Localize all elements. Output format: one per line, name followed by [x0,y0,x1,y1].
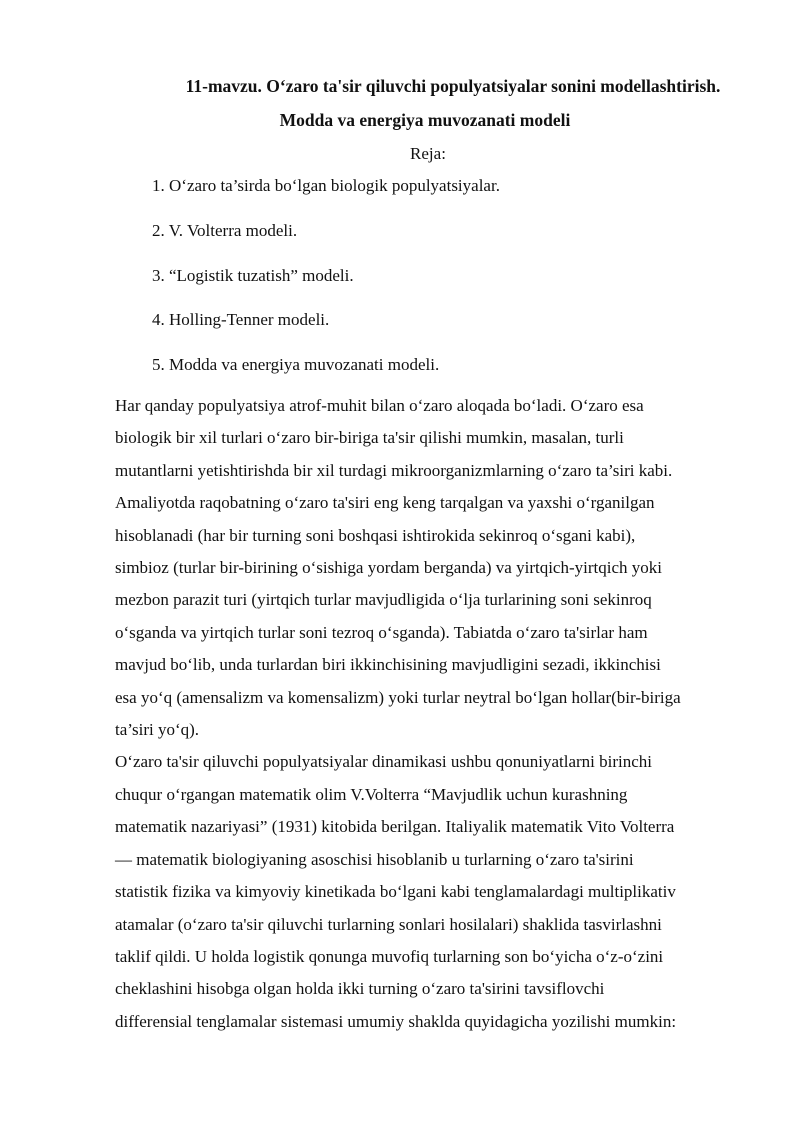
title-line-2: Modda va energiya muvozanati modeli [279,110,571,130]
text-line: matematik nazariyasi” (1931) kitobida berilgan. Italiyalik matematik Vito Volterra [115,817,675,837]
text-line: Har qanday populyatsiya atrof-muhit bilan o‘zaro aloqada bo‘ladi. O‘zaro esa [115,396,644,415]
body-text [115,390,755,1038]
text-line: taklif qildi. U holda logistik qonunga muvofiq turlarning son bo‘yicha o‘z-o‘zini [115,946,664,966]
text-line: biologik bir xil turlari o‘zaro bir-biriga ta'sir qilishi mumkin, masalan, turli [115,428,624,448]
plan-item-2: 2. V. Volterra modeli. [152,220,298,240]
text-line: cheklashini hisobga olgan holda ikki turning o‘zaro ta'sirini tavsiflovchi [115,979,605,999]
text-line: esa yo‘q (amensalizm va komensalizm) yoki turlar neytral bo‘lgan hollar(bir-biriga [115,687,681,707]
text-line: mavjud bo‘lib, unda turlardan biri ikkinchisining mavjudligini sezadi, ikkinchisi [115,655,661,675]
text-line: O‘zaro ta'sir qiluvchi populyatsiyalar dinamikasi ushbu qonuniyatlarni birinchi [115,752,653,772]
text-line: statistik fizika va kimyoviy kinetikada bo‘lgani kabi tenglamalardagi multiplikativ [115,882,676,902]
plan-item-1: 1. O‘zaro ta’sirda bo‘lgan biologik populyatsiyalar. [152,176,500,195]
text-line: differensial tenglamalar sistemasi umumiy shaklda quyidagicha yozilishi mumkin: [115,1011,677,1031]
text-line: mezbon parazit turi (yirtqich turlar mavjudligida o‘lja turlarining soni sekinroq [115,590,652,610]
text-line: chuqur o‘rgangan matematik olim V.Volterra “Mavjudlik uchun kurashning [115,784,628,804]
text-line: mutantlarni yetishtirishda bir xil turdagi mikroorganizmlarning o‘zaro ta’siri kabi. [115,460,673,480]
plan-item-4: 4. Holling-Tenner modeli. [152,310,330,330]
text-line: o‘sganda va yirtqich turlar soni tezroq o‘sganda). Tabiatda o‘zaro ta'sirlar ham [115,622,648,642]
text-line: atamalar (o‘zaro ta'sir qiluvchi turlarning sonlari hosilalari) shaklida tasvirlashni [115,914,662,934]
title-line-1: 11-mavzu. O‘zaro ta'sir qiluvchi populyatsiyalar sonini modellashtirish. [185,76,721,96]
plan-item-3: 3. “Logistik tuzatish” modeli. [152,265,354,285]
plan-item-5: 5. Modda va energiya muvozanati modeli. [152,355,440,375]
text-line: ta’siri yo‘q). [115,720,200,740]
text-line: Amaliyotda raqobatning o‘zaro ta'siri eng keng tarqalgan va yaxshi o‘rganilgan [115,493,655,513]
plan-heading: Reja: [410,144,446,163]
text-line: simbioz (turlar bir-birining o‘sishiga yordam berganda) va yirtqich-yirtqich yoki [115,558,662,578]
paragraph-1 [115,390,755,746]
text-line: hisoblanadi (har bir turning soni boshqasi ishtirokida sekinroq o‘sgani kabi), [115,525,636,545]
text-line: — matematik biologiyaning asoschisi hisoblanib u turlarning o‘zaro ta'sirini [115,849,634,869]
paragraph-2 [115,746,755,1038]
plan-list [152,176,500,400]
